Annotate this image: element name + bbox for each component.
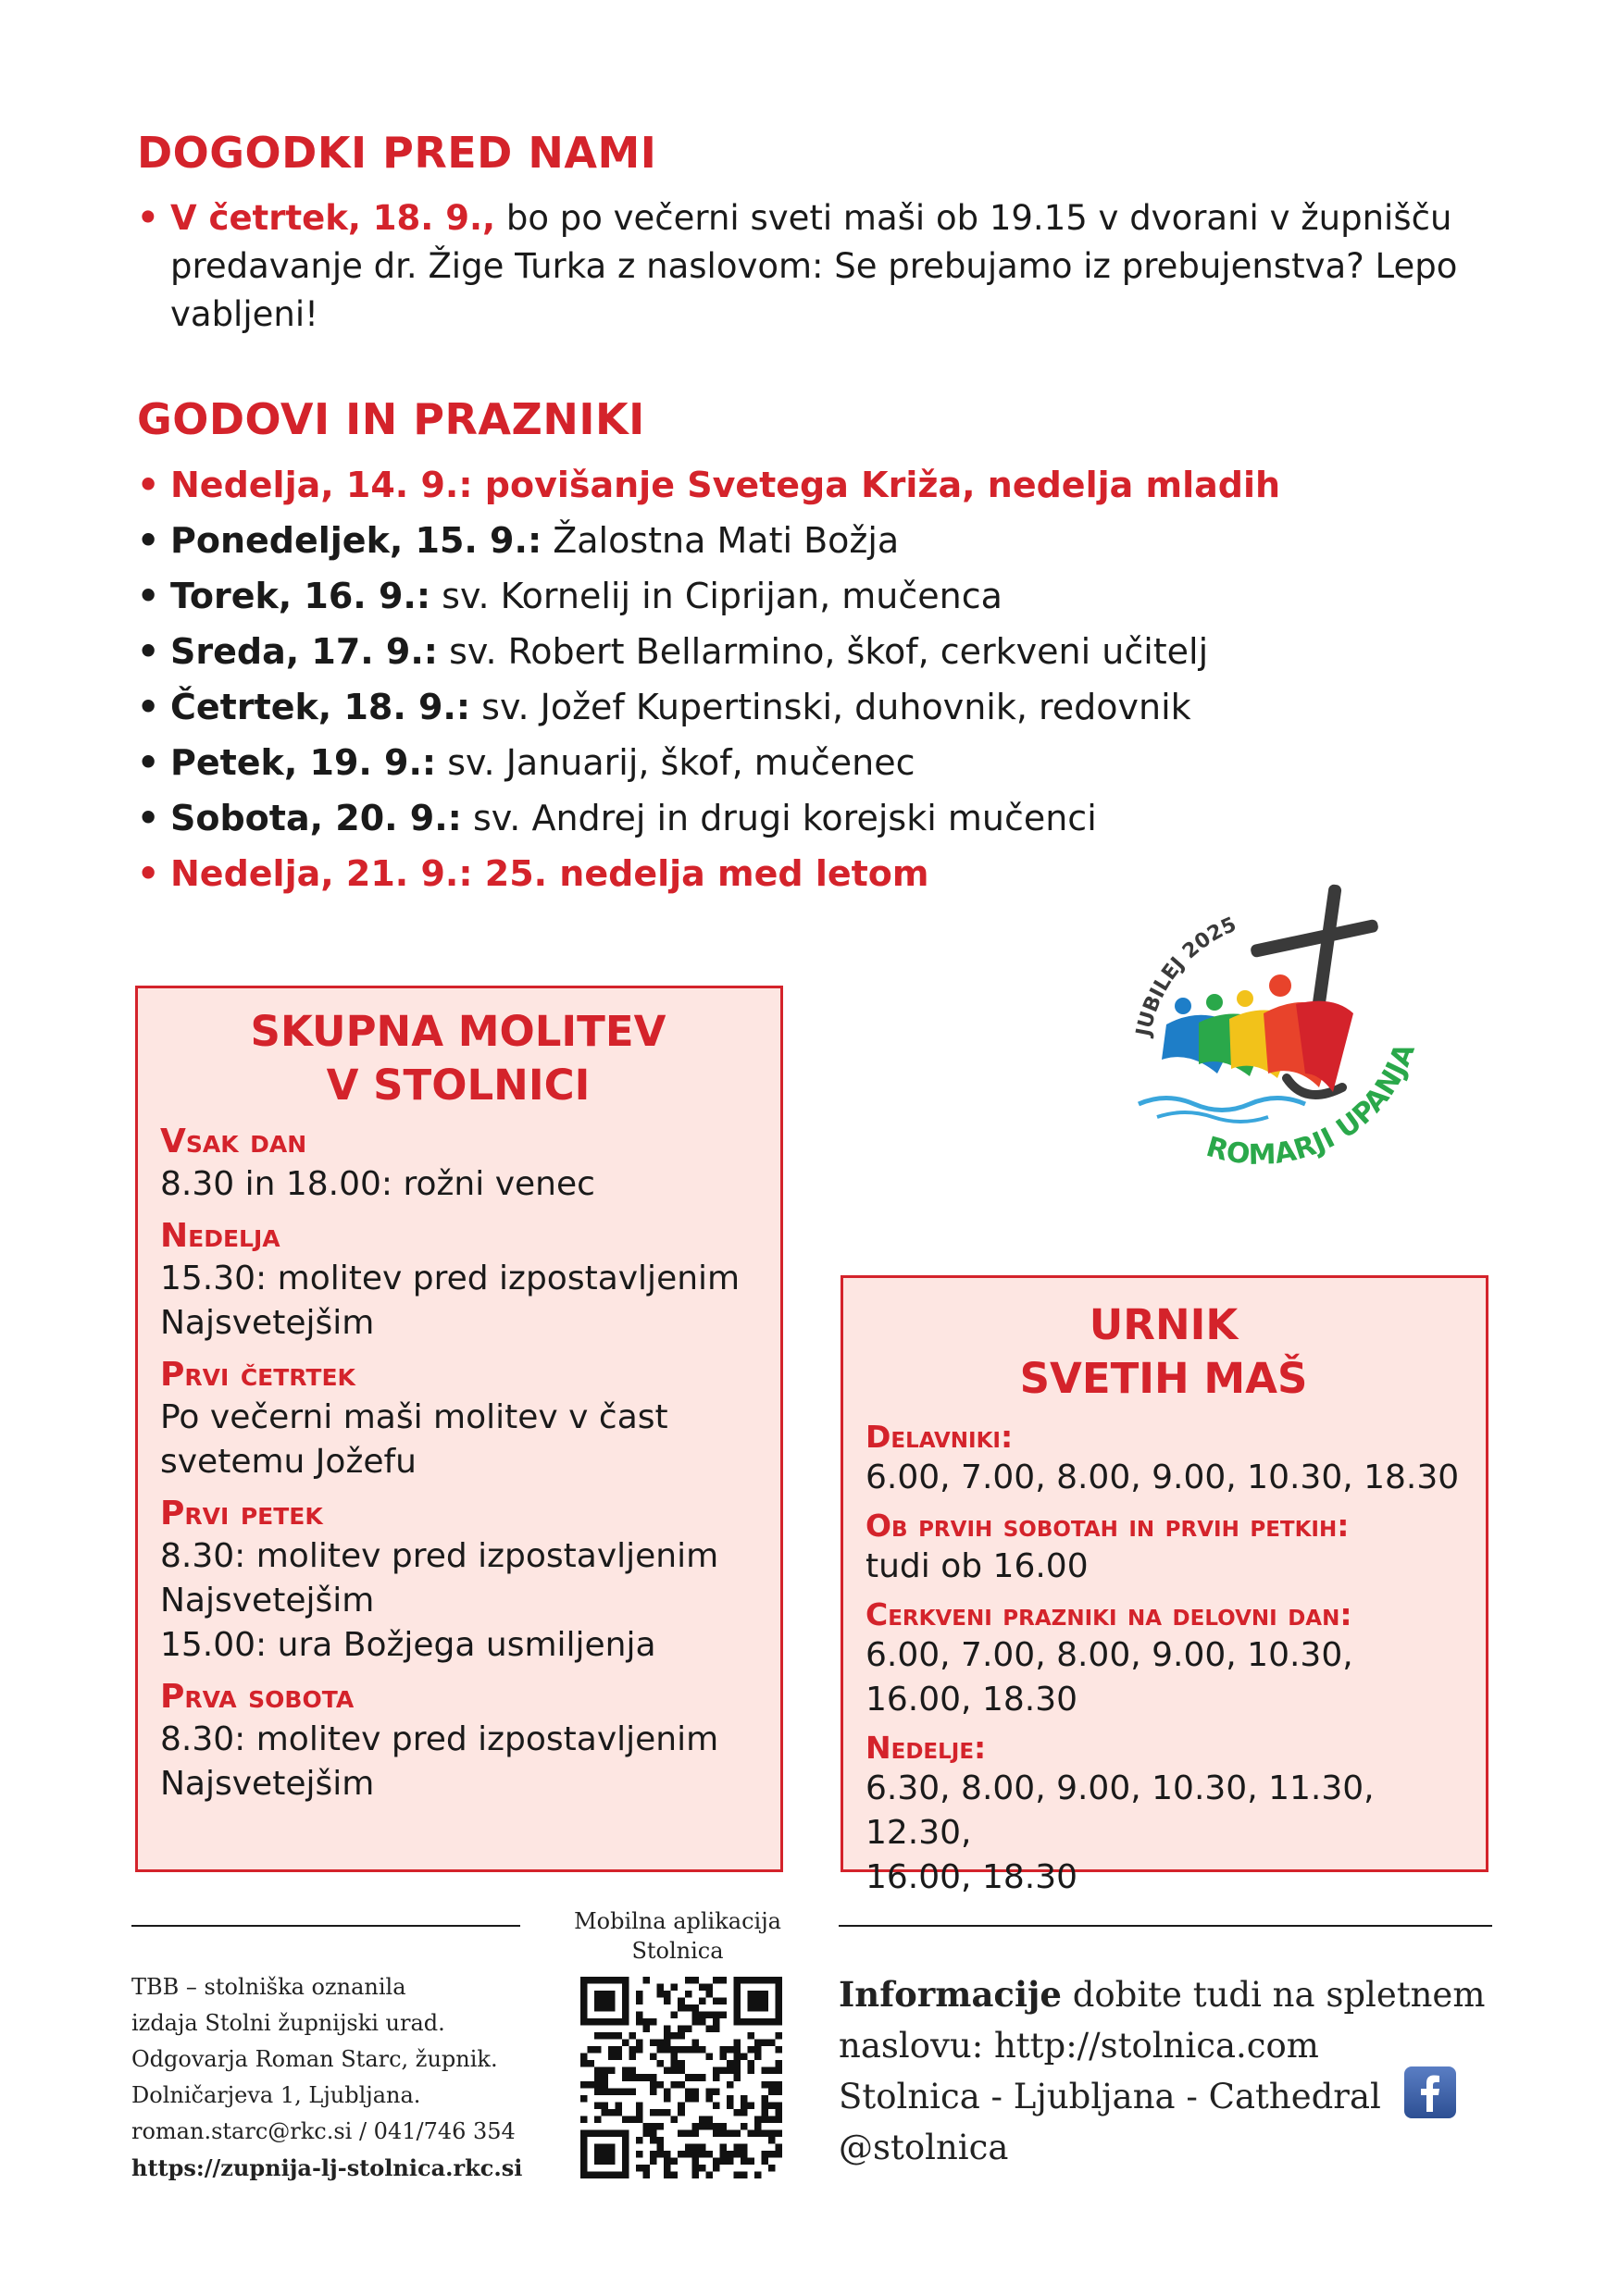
feast-name: povišanje Svetega Križa, nedelja mladih xyxy=(484,465,1281,505)
schedule-line: tudi ob 16.00 xyxy=(866,1547,1089,1585)
schedule-line: Najsvetejšim xyxy=(160,1582,375,1620)
schedule-line: 8.30: molitev pred izpostavljenim xyxy=(160,1720,719,1758)
schedule-line: 16.00, 18.30 xyxy=(866,1858,1078,1896)
feast-day: Petek, 19. 9.: xyxy=(170,742,437,783)
facebook-handle[interactable]: @stolnica xyxy=(839,2128,1009,2167)
section-label: Prva sobota xyxy=(160,1678,355,1716)
feast-name: sv. Andrej in drugi korejski mučenci xyxy=(472,798,1097,838)
feast-day: Nedelja, 21. 9.: xyxy=(170,853,473,894)
section-label: Ob prvih sobotah in prvih petkih: xyxy=(866,1508,1350,1544)
feasts-list xyxy=(137,457,1479,901)
publisher-line: izdaja Stolni župnijski urad. xyxy=(131,2010,445,2036)
bullet: • xyxy=(137,520,160,561)
schedule-line: 6.30, 8.00, 9.00, 10.30, 11.30, 12.30, xyxy=(866,1769,1375,1852)
feast-name: Žalostna Mati Božja xyxy=(553,520,900,561)
bullet: • xyxy=(137,853,160,894)
schedule-line: Najsvetejšim xyxy=(160,1304,375,1342)
feast-day: Torek, 16. 9.: xyxy=(170,576,431,616)
feast-name: sv. Robert Bellarmino, škof, cerkveni učitelj xyxy=(449,631,1209,672)
jubilee-logo xyxy=(1111,865,1500,1217)
website-link[interactable]: naslovu: http://stolnica.com xyxy=(839,2026,1319,2066)
feasts-heading: GODOVI IN PRAZNIKI xyxy=(137,394,645,444)
divider xyxy=(131,1925,520,1927)
app-label: Mobilna aplikacija Stolnica xyxy=(574,1908,781,1964)
feast-day: Ponedeljek, 15. 9.: xyxy=(170,520,542,561)
schedule-line: 8.30: molitev pred izpostavljenim xyxy=(160,1537,719,1575)
feast-day: Sreda, 17. 9.: xyxy=(170,631,439,672)
section-label: Nedelje: xyxy=(866,1730,987,1766)
feast-name: sv. Januarij, škof, mučenec xyxy=(447,742,915,783)
qr-code xyxy=(580,1977,782,2178)
feast-name: 25. nedelja med letom xyxy=(484,853,929,894)
feast-name: sv. Jožef Kupertinski, duhovnik, redovnik xyxy=(481,687,1191,727)
schedule-line: 6.00, 7.00, 8.00, 9.00, 10.30, 16.00, 18.30 xyxy=(866,1636,1353,1719)
event-item xyxy=(137,194,1479,339)
feast-item xyxy=(137,457,1479,513)
feast-item xyxy=(137,513,1479,568)
bullet: • xyxy=(137,687,160,727)
events-heading: DOGODKI PRED NAMI xyxy=(137,128,657,178)
mass-schedule-box xyxy=(841,1275,1488,1896)
bullet: • xyxy=(137,465,160,505)
schedule-line: 15.00: ura Božjega usmiljenja xyxy=(160,1626,656,1664)
schedule-line: Najsvetejšim xyxy=(160,1765,375,1803)
jubilee-arc-text: JUBILEJ 2025 xyxy=(1132,912,1240,1038)
section-label: Prvi petek xyxy=(160,1495,323,1533)
schedule-line: 6.00, 7.00, 8.00, 9.00, 10.30, 18.30 xyxy=(866,1458,1460,1496)
feast-day: Sobota, 20. 9.: xyxy=(170,798,462,838)
schedule-line: 8.30 in 18.00: rožni venec xyxy=(160,1165,595,1203)
schedule-line: 15.30: molitev pred izpostavljenim xyxy=(160,1260,741,1297)
event-text: bo po večerni sveti maši ob 19.15 v dvorani v župnišču predavanje dr. Žige Turka z naslovom: Se prebujamo iz prebujenstva? Lepo vabljeni! xyxy=(170,198,1458,334)
feast-name: sv. Kornelij in Ciprijan, mučenca xyxy=(442,576,1003,616)
mass-box-title: URNIK SVETIH MAŠ xyxy=(1019,1300,1308,1403)
feast-item xyxy=(137,568,1479,624)
publisher-line: TBB – stolniška oznanila xyxy=(131,1974,406,2000)
facebook-icon[interactable] xyxy=(1403,2066,1457,2119)
feast-item xyxy=(137,790,1479,846)
bullet: • xyxy=(137,576,160,616)
feast-day: Nedelja, 14. 9.: xyxy=(170,465,473,505)
prayer-box-title: SKUPNA MOLITEV V STOLNICI xyxy=(250,1007,666,1110)
section-label: Nedelja xyxy=(160,1217,280,1255)
event-date: V četrtek, 18. 9., xyxy=(170,198,496,238)
publisher-line: Dolničarjeva 1, Ljubljana. xyxy=(131,2082,421,2108)
info-bold: Informacije xyxy=(839,1974,1062,2015)
pilgrims-text: ROMARJI UPANJA xyxy=(1202,1039,1422,1172)
feast-item xyxy=(137,735,1479,790)
feast-item xyxy=(137,679,1479,735)
parish-url[interactable]: https://zupnija-lj-stolnica.rkc.si xyxy=(131,2154,523,2181)
prayer-box xyxy=(135,986,783,1872)
info-block: Informacije dobite tudi na spletnem naslovu: http://stolnica.com Stolnica - Ljubljana - Cathedral @stolnica xyxy=(839,1969,1487,2173)
divider xyxy=(839,1925,1492,1927)
section-label: Prvi četrtek xyxy=(160,1356,355,1394)
section-label: Cerkveni prazniki na delovni dan: xyxy=(866,1596,1352,1632)
section-label: Vsak dan xyxy=(160,1123,307,1160)
section-label: Delavniki: xyxy=(866,1419,1014,1455)
publisher-line: roman.starc@rkc.si / 041/746 354 xyxy=(131,2118,516,2144)
feast-day: Četrtek, 18. 9.: xyxy=(170,687,471,727)
schedule-line: svetemu Jožefu xyxy=(160,1443,417,1481)
bullet: • xyxy=(137,798,160,838)
feast-item xyxy=(137,624,1479,679)
bullet: • xyxy=(137,742,160,783)
publisher-info xyxy=(131,1969,539,2186)
bullet: • xyxy=(137,631,160,672)
facebook-page[interactable]: Stolnica - Ljubljana - Cathedral xyxy=(839,2077,1381,2116)
schedule-line: Po večerni maši molitev v čast xyxy=(160,1398,668,1436)
publisher-line: Odgovarja Roman Starc, župnik. xyxy=(131,2046,498,2072)
bullet: • xyxy=(137,198,159,238)
